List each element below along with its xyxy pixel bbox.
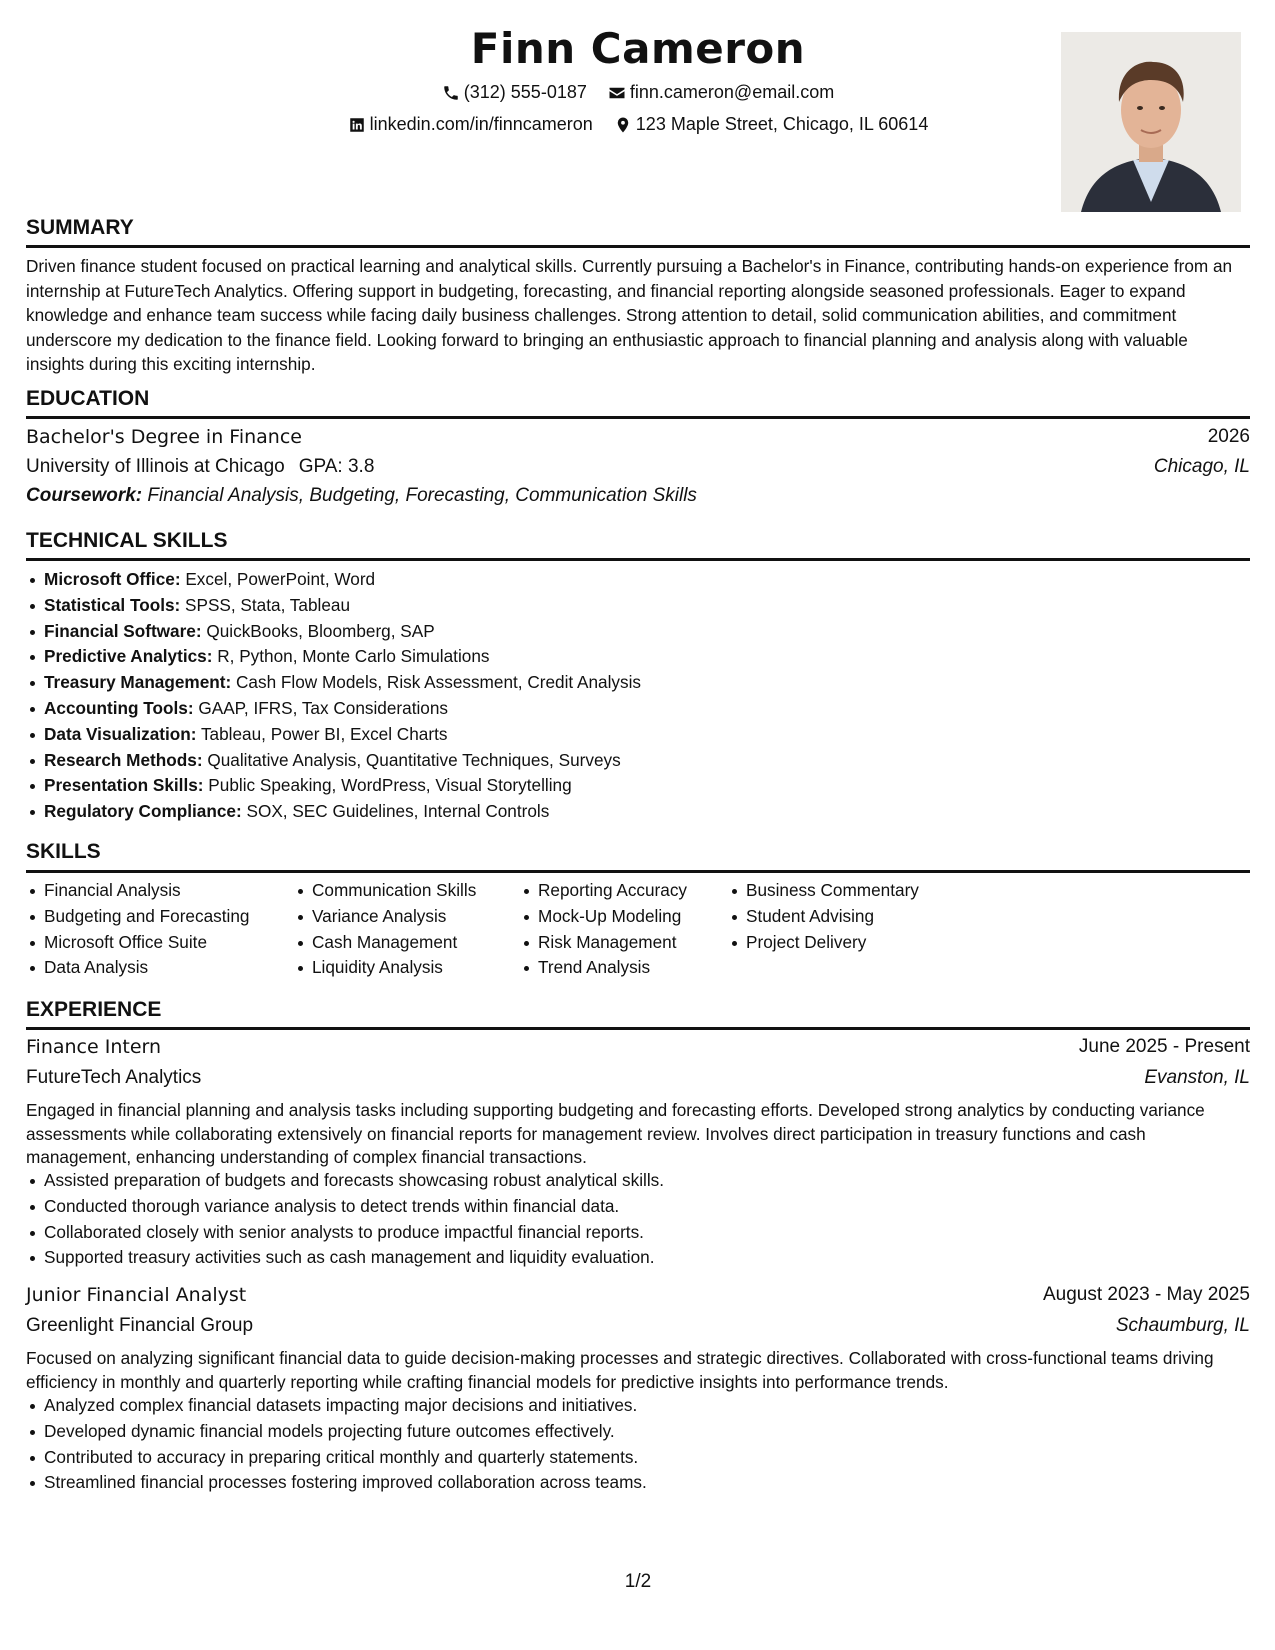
list-item: Assisted preparation of budgets and forecasts showcasing robust analytical skills. (44, 1168, 1244, 1194)
list-item: Budgeting and Forecasting (44, 904, 249, 930)
coursework-label: Coursework: (26, 485, 143, 506)
list-item: Streamlined financial processes fostering improved collaboration across teams. (44, 1470, 1244, 1496)
street-address: 123 Maple Street, Chicago, IL 60614 (635, 114, 929, 134)
address-contact (614, 114, 929, 135)
list-item: Developed dynamic financial models projecting future outcomes effectively. (44, 1419, 1244, 1445)
skills-column-4 (728, 878, 919, 955)
technical-skills-list (26, 567, 1244, 825)
list-item: Student Advising (746, 904, 919, 930)
list-item: Research Methods: Qualitative Analysis, Quantitative Techniques, Surveys (44, 748, 1244, 774)
degree-name: Bachelor's Degree in Finance (26, 426, 302, 448)
school-info (26, 456, 374, 478)
gpa: GPA: 3.8 (298, 456, 375, 477)
job-2-description: Focused on analyzing significant financial data to guide decision-making processes and strategic directives. Collaborated with cross-functional teams driving efficiency in monthly and quarterly reporting while crafting financial models for predictive insights into performance trends. (26, 1348, 1214, 1392)
job-1-dates: June 2025 - Present (1078, 1036, 1250, 1057)
list-item: Cash Management (312, 930, 476, 956)
skills-grid (26, 878, 1250, 988)
job-2-location: Schaumburg, IL (1115, 1315, 1250, 1336)
list-item: Financial Analysis (44, 878, 249, 904)
skills-divider (26, 870, 1250, 873)
list-item: Risk Management (538, 930, 687, 956)
list-item: Collaborated closely with senior analysts to produce impactful financial reports. (44, 1220, 1244, 1246)
summary-text: Driven finance student focused on practical learning and analytical skills. Currently pursuing a Bachelor's in Finance, contributing hands-on experience from an internship at FutureTech Analytics. Offering support in budgeting, forecasting, and financial reporting alongside seasoned professionals. Eager to expand knowledge and enhance team success while facing daily business challenges. Strong attention to detail, solid communication abilities, and commitment underscore my dedication to the finance field. Looking forward to bringing an enthusiastic approach to financial planning and analysis along with valuable insights during this exciting internship. (26, 256, 1233, 374)
job-1-bullets (26, 1168, 1244, 1271)
list-item: Data Analysis (44, 955, 249, 981)
skills-column-2 (294, 878, 476, 981)
job-2-dates: August 2023 - May 2025 (1042, 1284, 1250, 1305)
job-1-description: Engaged in financial planning and analysis tasks including supporting budgeting and forecasting efforts. Developed strong analytics by conducting variance assessments while collaborating extensively on financial reports for management review. Involves direct participation in treasury functions and cash management, enhancing understanding of complex financial transactions. (26, 1100, 1205, 1167)
phone-contact[interactable] (442, 82, 587, 103)
graduation-year: 2026 (1207, 426, 1250, 447)
list-item: Supported treasury activities such as cash management and liquidity evaluation. (44, 1245, 1244, 1271)
phone-icon (442, 84, 460, 102)
job-2-role: Junior Financial Analyst (26, 1284, 247, 1306)
phone-number: (312) 555-0187 (463, 82, 587, 102)
list-item: Conducted thorough variance analysis to detect trends within financial data. (44, 1194, 1244, 1220)
coursework-list: Financial Analysis, Budgeting, Forecasting, Communication Skills (147, 485, 697, 506)
school-location: Chicago, IL (1153, 456, 1250, 477)
list-item: Data Visualization: Tableau, Power BI, Excel Charts (44, 722, 1244, 748)
list-item: Trend Analysis (538, 955, 687, 981)
email-address: finn.cameron@email.com (629, 82, 835, 102)
list-item: Predictive Analytics: R, Python, Monte Carlo Simulations (44, 644, 1244, 670)
list-item: Accounting Tools: GAAP, IFRS, Tax Considerations (44, 696, 1244, 722)
list-item: Presentation Skills: Public Speaking, WordPress, Visual Storytelling (44, 773, 1244, 799)
education-heading: EDUCATION (26, 387, 150, 410)
page-number: 1/2 (624, 1571, 652, 1592)
list-item: Project Delivery (746, 930, 919, 956)
list-item: Microsoft Office Suite (44, 930, 249, 956)
resume-page (26, 0, 1250, 1650)
list-item: Liquidity Analysis (312, 955, 476, 981)
education-divider (26, 416, 1250, 419)
experience-divider (26, 1027, 1250, 1030)
list-item: Regulatory Compliance: SOX, SEC Guidelines, Internal Controls (44, 799, 1244, 825)
summary-heading: SUMMARY (26, 216, 134, 239)
list-item: Communication Skills (312, 878, 476, 904)
map-pin-icon (614, 116, 632, 134)
job-2-bullets (26, 1393, 1244, 1496)
linkedin-icon (348, 116, 366, 134)
skills-column-1 (26, 878, 249, 981)
linkedin-contact[interactable] (348, 114, 593, 135)
email-contact[interactable] (608, 82, 834, 103)
linkedin-url: linkedin.com/in/finncameron (369, 114, 593, 134)
experience-heading: EXPERIENCE (26, 998, 162, 1021)
list-item: Variance Analysis (312, 904, 476, 930)
job-1-role: Finance Intern (26, 1036, 162, 1058)
profile-portrait-image (1061, 32, 1241, 212)
list-item: Microsoft Office: Excel, PowerPoint, Word (44, 567, 1244, 593)
resume-header (26, 18, 1250, 218)
list-item: Analyzed complex financial datasets impacting major decisions and initiatives. (44, 1393, 1244, 1419)
list-item: Statistical Tools: SPSS, Stata, Tableau (44, 593, 1244, 619)
list-item: Business Commentary (746, 878, 919, 904)
list-item: Mock-Up Modeling (538, 904, 687, 930)
job-2-company: Greenlight Financial Group (26, 1315, 254, 1336)
skills-heading: SKILLS (26, 840, 101, 863)
list-item: Treasury Management: Cash Flow Models, Risk Assessment, Credit Analysis (44, 670, 1244, 696)
list-item: Contributed to accuracy in preparing critical monthly and quarterly statements. (44, 1445, 1244, 1471)
technical-skills-heading: TECHNICAL SKILLS (26, 529, 228, 552)
job-1-location: Evanston, IL (1144, 1067, 1250, 1088)
summary-divider (26, 245, 1250, 248)
skills-column-3 (520, 878, 687, 981)
job-1-company: FutureTech Analytics (26, 1067, 202, 1088)
envelope-icon (608, 84, 626, 102)
candidate-name: Finn Cameron (470, 24, 806, 73)
list-item: Financial Software: QuickBooks, Bloomberg, SAP (44, 619, 1244, 645)
school-name: University of Illinois at Chicago (26, 456, 285, 477)
profile-photo (1061, 32, 1241, 212)
list-item: Reporting Accuracy (538, 878, 687, 904)
technical-skills-divider (26, 558, 1250, 561)
